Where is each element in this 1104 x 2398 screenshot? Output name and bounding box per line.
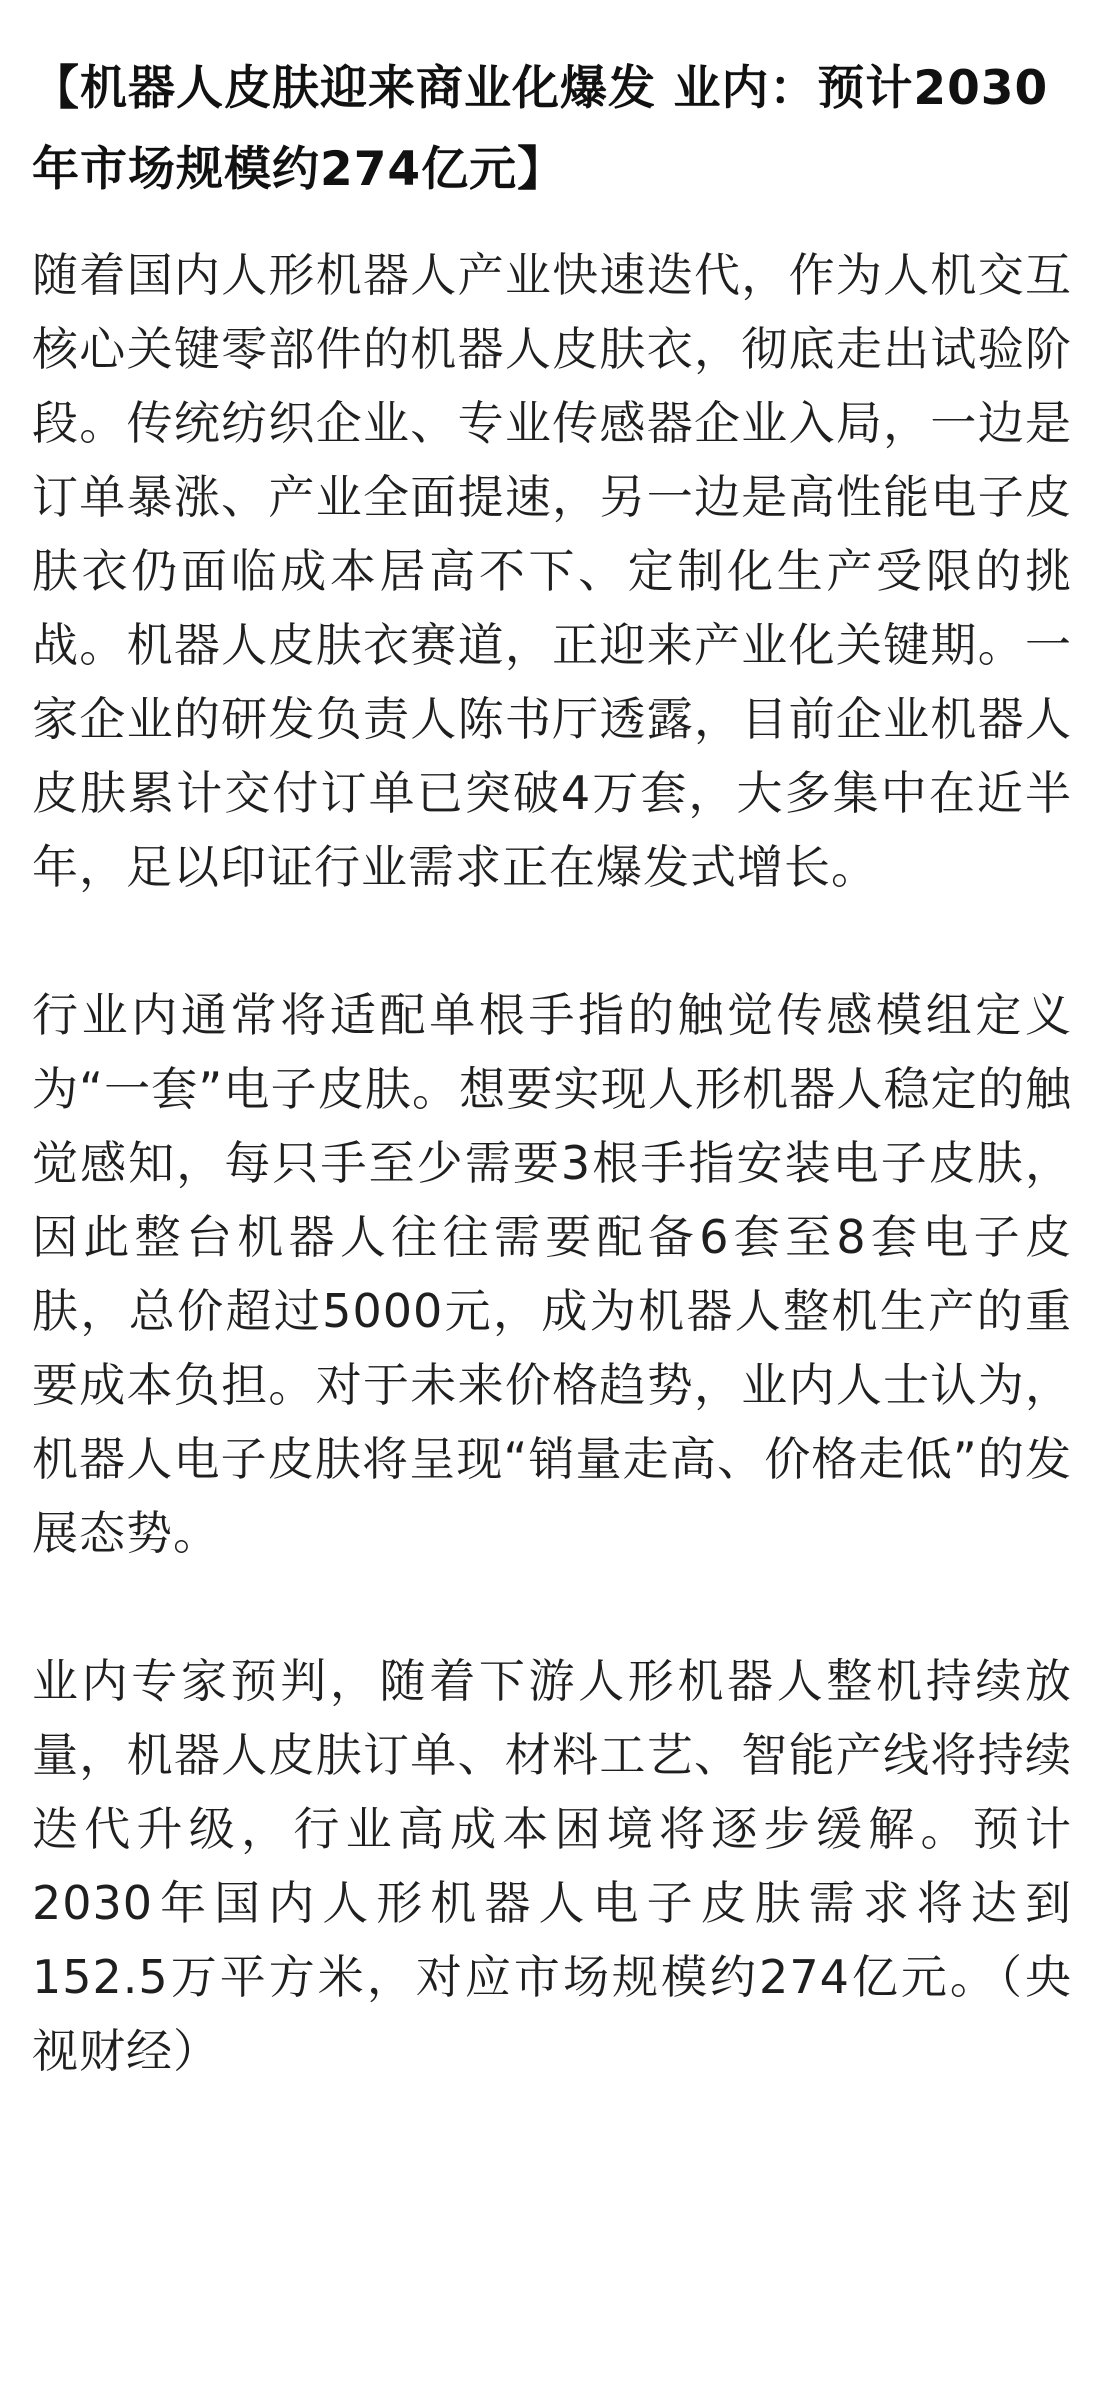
- article-paragraph: 行业内通常将适配单根手指的触觉传感模组定义为“一套”电子皮肤。想要实现人形机器人稳定的触觉感知，每只手至少需要3根手指安装电子皮肤，因此整台机器人往往需要配备6套至8套电子皮肤，总价超过5000元，成为机器人整机生产的重要成本负担。对于未来价格趋势，业内人士认为，机器人电子皮肤将呈现“销量走高、价格走低”的发展态势。: [32, 988, 1072, 1560]
- article-paragraph: 业内专家预判，随着下游人形机器人整机持续放量，机器人皮肤订单、材料工艺、智能产线将持续迭代升级，行业高成本困境将逐步缓解。预计2030年国内人形机器人电子皮肤需求将达到152.5万平方米，对应市场规模约274亿元。（央视财经）: [32, 1654, 1072, 2078]
- news-article: [32, 48, 1072, 2088]
- article-paragraph: 随着国内人形机器人产业快速迭代，作为人机交互核心关键零部件的机器人皮肤衣，彻底走出试验阶段。传统纺织企业、专业传感器企业入局，一边是订单暴涨、产业全面提速，另一边是高性能电子皮肤衣仍面临成本居高不下、定制化生产受限的挑战。机器人皮肤衣赛道，正迎来产业化关键期。一家企业的研发负责人陈书厅透露，目前企业机器人皮肤累计交付订单已突破4万套，大多集中在近半年，足以印证行业需求正在爆发式增长。: [32, 248, 1072, 894]
- article-title: 【机器人皮肤迎来商业化爆发 业内：预计2030年市场规模约274亿元】: [32, 61, 1049, 197]
